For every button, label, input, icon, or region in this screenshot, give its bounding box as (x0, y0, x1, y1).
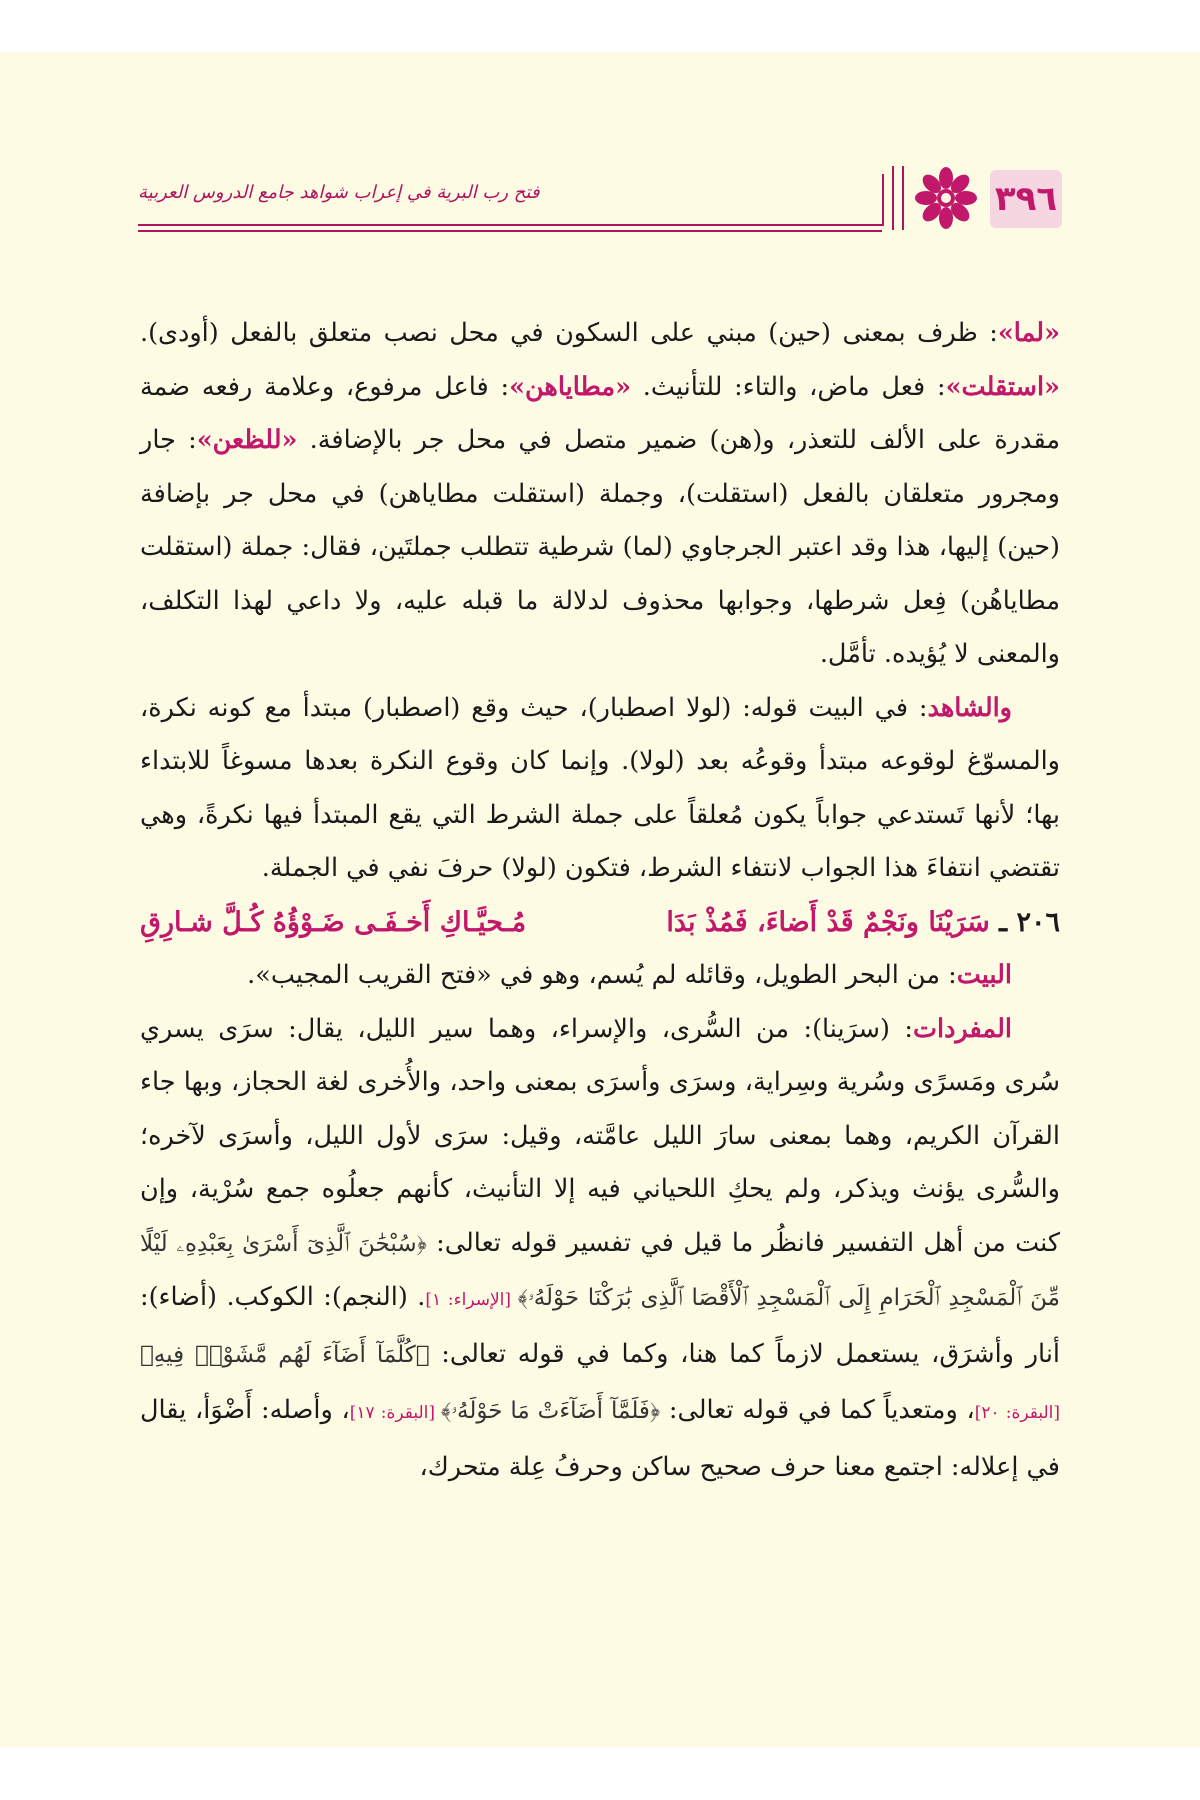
text-span: ، وأصله: أَضْوَأ، يقال في إعلاله: اجتمع معنا حرف صحيح ساكن وحرفُ عِلة متحرك، (140, 1395, 1060, 1482)
verse-first-half (666, 896, 1060, 950)
paragraph-shahid (140, 682, 1060, 896)
paragraph-mufradat (140, 1003, 1060, 1495)
text-span: : (سرَينا): من السُّرى، والإسراء، وهما سير الليل، يقال: سرَى يسري سُرى ومَسرًى وسُرية وسِراية، وسرَى وأسرَى بمعنى واحد، والأُخرى لغة الحجاز، وبها جاء القرآن الكريم، وهما بمعنى سارَ الليل عامَّته، وقيل: سرَى لأول الليل، وأسرَى لآخره؛ والسُّرى يؤنث ويذكر، ولم يحكِ اللحياني فيه إلا التأنيث، كأنهم جعلُوه جمع سُرْية، وإن كنت من أهل التفسير فانظُر ما قيل في تفسير قوله تعالى: (140, 1013, 1060, 1258)
quran-reference-2: [البقرة: ٢٠] (974, 1403, 1060, 1423)
term-lilzaan: «للظعن» (196, 425, 298, 455)
running-title-frame (138, 174, 884, 226)
header-divider (892, 166, 904, 230)
page-number: ٣٩٦ (990, 170, 1062, 228)
verse-number: ٢٠٦ ـ (999, 906, 1060, 938)
quran-quote-3: ﴿فَلَمَّآ أَضَآءَتْ مَا حَوْلَهُۥ﴾ (441, 1398, 661, 1424)
term-lamma: «لما» (997, 318, 1060, 348)
text-span: : من البحر الطويل، وقائله لم يُسم، وهو في «فتح القريب المجيب». (247, 960, 957, 990)
page-body (140, 307, 1060, 1494)
quran-quote-2: ﴿كُلَّمَآ أَضَآءَ لَهُم مَّشَوْا۟ فِيهِ﴾ (140, 1341, 430, 1368)
poetry-verse (140, 896, 1060, 950)
text-span: . (النجم): الكوكب. (أضاء): أنار وأشرَق، يستعمل لازماً كما هنا، وكما في قوله تعالى: (140, 1282, 1060, 1369)
term-matayahunna: «مطاياهن» (509, 371, 632, 402)
text-span: : ظرف بمعنى (حين) مبني على السكون في محل نصب متعلق بالفعل (أودى). (140, 318, 998, 348)
star-ornament-icon (914, 166, 978, 230)
book-title: فتح رب البرية في إعراب شواهد جامع الدروس العربية (138, 182, 540, 203)
term-istaqallat: «استقلت» (945, 371, 1060, 402)
paragraph-bayt (140, 949, 1060, 1003)
label-mufradat: المفردات (912, 1013, 1012, 1044)
text-span: : جار ومجرور متعلقان بالفعل (استقلت)، وجملة (استقلت مطاياهن) في محل جر بإضافة (حين) إليها، هذا وقد اعتبر الجرجاوي (لما) شرطية تتطلب جملتَين، فقال: جملة (استقلت مطاياهُن) فِعل شرطها، وجوابها محذوف لدلالة ما قبله عليه، ولا داعي لهذا التكلف، والمعنى لا يُؤيده. تأمَّل. (140, 425, 1060, 669)
label-bayt: البيت (956, 960, 1012, 990)
text-span: : في البيت قوله: (لولا اصطبار)، حيث وقع (اصطبار) مبتدأ مع كونه نكرة، والمسوّغ لوقوعه مبتدأ وقوعُه بعد (لولا). وإنما كان وقوع النكرة بعدها مسوغاً للابتداء بها؛ لأنها تَستدعي جواباً يكون مُعلقاً على جملة الشرط التي يقع المبتدأ فيها نكرةً، وهي تقتضي انتفاءَ هذا الجواب لانتفاء الشرط، فتكون (لولا) حرفَ نفي في الجملة. (140, 692, 1060, 883)
label-shahid: والشاهد (927, 692, 1012, 723)
quran-quote-1: ﴿سُبْحَٰنَ ٱلَّذِىٓ أَسْرَىٰ بِعَبْدِهِۦ لَيْلًا مِّنَ ٱلْمَسْجِدِ ٱلْحَرَامِ إِلَى ٱلْمَسْجِدِ ٱلْأَقْصَا ٱلَّذِى بَٰرَكْنَا حَوْلَهُۥ﴾ (140, 1230, 1060, 1311)
quran-reference-3: [البقرة: ١٧] (349, 1403, 442, 1423)
text-span: ، ومتعدياً كما في قوله تعالى: (660, 1395, 975, 1425)
quran-reference-1: [الإسراء: ١] (425, 1290, 518, 1310)
paragraph-irab (140, 307, 1060, 682)
verse-second-half: مُـحيَّـاكِ أَخـفَـى ضَـوْؤُهُ كُـلَّ شـارِقِ (140, 906, 527, 938)
text-span: : فاعل مرفوع، وعلامة رفعه ضمة مقدرة على الألف للتعذر، و(هن) ضمير متصل في محل جر بالإضافة. (140, 371, 1061, 455)
page (0, 52, 1200, 1747)
verse-first-half-text: سَرَيْنَا ونَجْمٌ قَدْ أَضاءَ، فَمُذْ بَدَا (666, 906, 990, 938)
text-span: : فعل ماض، والتاء: للتأنيث. (631, 371, 946, 402)
page-header (138, 166, 1062, 274)
